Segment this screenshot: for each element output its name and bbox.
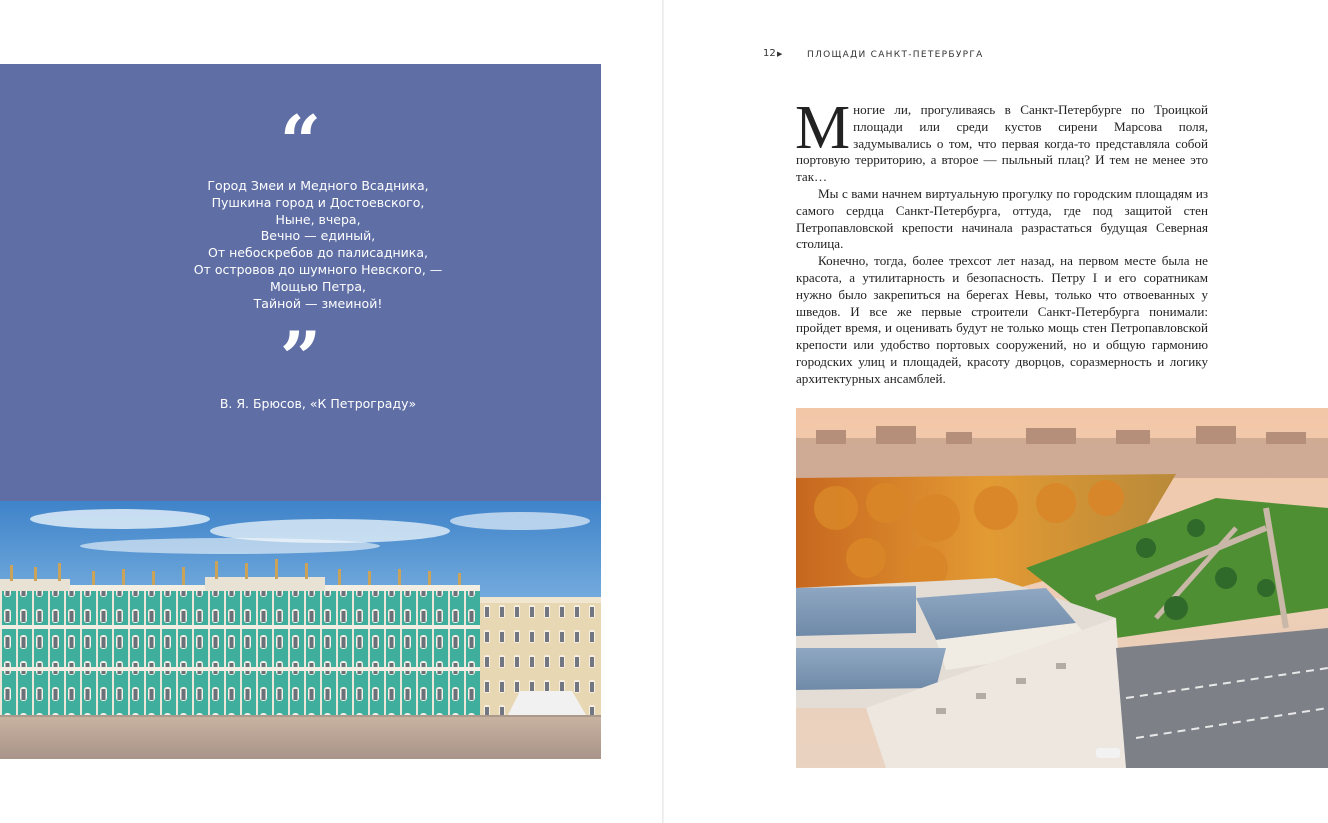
poem-line: От небоскребов до палисадника, [208,245,428,261]
article-body [795,94,1208,388]
paragraph [795,94,1208,186]
poem-line: От островов до шумного Невского, — [193,261,443,277]
left-page [0,0,662,823]
poem [0,178,636,312]
paragraph: Мы с вами начнем виртуальную прогулку по городским площадям из самого сердца Санкт-Петербурга, оттуда, где под защитой стен Петропавловской крепости начинала разрастаться будущая Северная столица. [796,185,1208,252]
quote-attribution: В. Я. Брюсов, «К Петрограду» [219,396,417,411]
poem-line: Пушкина город и Достоевского, [211,194,425,210]
poem-line: Город Змеи и Медного Всадника, [207,178,429,193]
winter-palace-photo [0,501,601,759]
poem-line: Мощью Петра, [269,278,366,294]
close-quote-icon: ” [279,315,322,400]
drop-cap: М [795,94,851,162]
aerial-city-photo [796,408,1328,768]
running-head: ПЛОЩАДИ САНКТ-ПЕТЕРБУРГА [807,50,984,60]
poem-line: Ныне, вчера, [275,211,361,227]
paragraph-text: ногие ли, прогуливаясь в Санкт-Петербурге по Троицкой площади или среди кустов сирени Марсова поля, задумывались о том, что первая когда-то представляла собой портовую территорию, а второе — пыльный плац? И тем не менее это так… [796,102,1208,185]
quote-panel [0,64,601,501]
paragraph: Конечно, тогда, более трехсот лет назад, на первом месте была не красота, а утилитарность и безопасность. Петру I и его соратникам нужно было закрепиться на берегах Невы, только что отвоеванных у шведов. И все же первые строители Санкт-Петербурга понимали: пройдет время, и оценивать будут не только мощь стен Петропавловской крепости или удобство портовых сооружений, но и общую гармонию городских улиц и площадей, красоту дворцов, соразмерность и логику архитектурных ансамблей. [796,253,1208,386]
open-quote-icon: “ [279,99,322,184]
poem-line: Вечно — единый, [260,228,376,244]
poem-line: Тайной — змеиной! [253,295,383,311]
play-arrow-icon: ▶ [777,50,783,58]
page-number: 12 [763,48,776,59]
